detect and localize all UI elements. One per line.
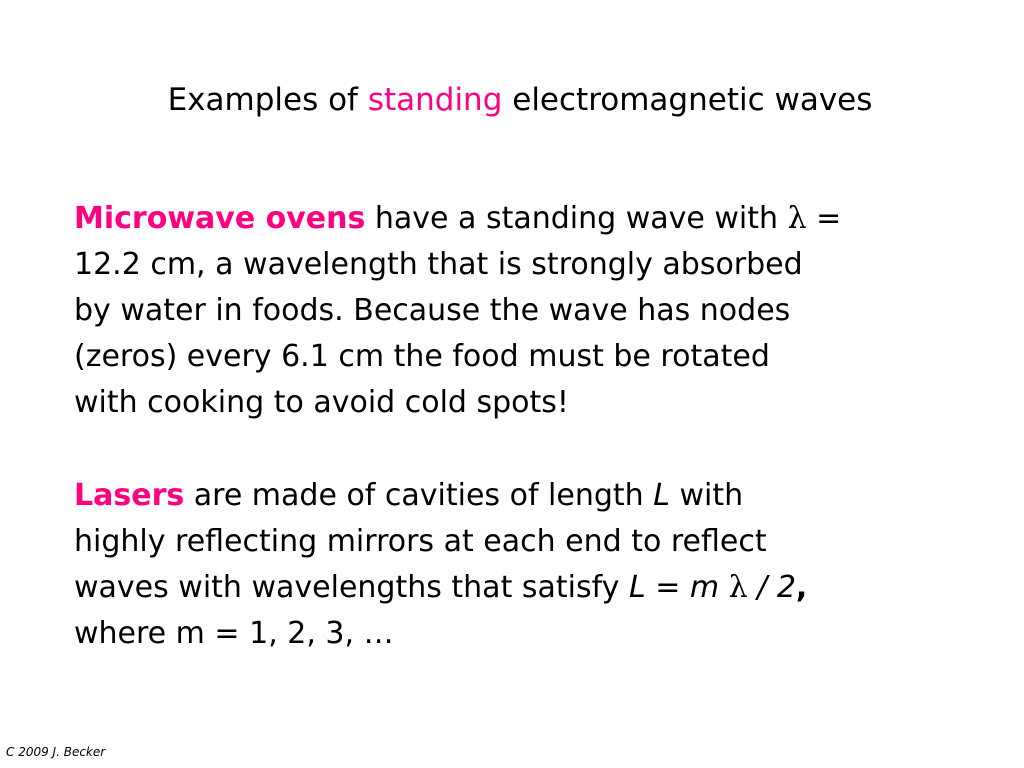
lasers-line-1-text: are made of cavities of length [184, 478, 654, 513]
microwave-line-4: (zeros) every 6.1 cm the food must be rotated [74, 339, 770, 374]
microwave-line-1-end: = [806, 201, 842, 236]
lasers-term: Lasers [74, 478, 185, 513]
microwave-paragraph [74, 196, 954, 426]
slide-title [0, 78, 1024, 122]
lasers-line-3 [74, 565, 954, 611]
equation-slash: / [747, 570, 777, 605]
lasers-line-2: highly reflecting mirrors at each end to reflect [74, 524, 767, 559]
equation-lambda: λ [728, 570, 748, 605]
copyright-note: C 2009 J. Becker [6, 745, 106, 759]
lasers-paragraph [74, 473, 954, 657]
equation-length: L [628, 570, 646, 605]
microwave-term: Microwave ovens [74, 201, 366, 236]
lasers-line-3-text: waves with wavelengths that satisfy [74, 570, 629, 605]
microwave-line-5: with cooking to avoid cold spots! [74, 385, 569, 420]
microwave-line-3: by water in foods. Because the wave has nodes [74, 293, 791, 328]
microwave-line-2: 12.2 cm, a wavelength that is strongly absorbed [74, 247, 803, 282]
lasers-line-1 [74, 473, 954, 519]
equation-middle: = m [645, 570, 729, 605]
length-symbol: L [653, 478, 670, 513]
equation-comma: , [795, 570, 808, 605]
microwave-line-1 [74, 196, 954, 242]
equation-two: 2 [776, 570, 796, 605]
title-prefix: Examples of [167, 82, 368, 118]
title-suffix: electromagnetic waves [502, 82, 873, 118]
lasers-line-4: where m = 1, 2, 3, … [74, 616, 394, 651]
title-highlight: standing [367, 82, 503, 118]
lambda-symbol: λ [787, 201, 807, 236]
lasers-line-1-end: with [669, 478, 744, 513]
microwave-line-1-text: have a standing wave with [365, 201, 788, 236]
